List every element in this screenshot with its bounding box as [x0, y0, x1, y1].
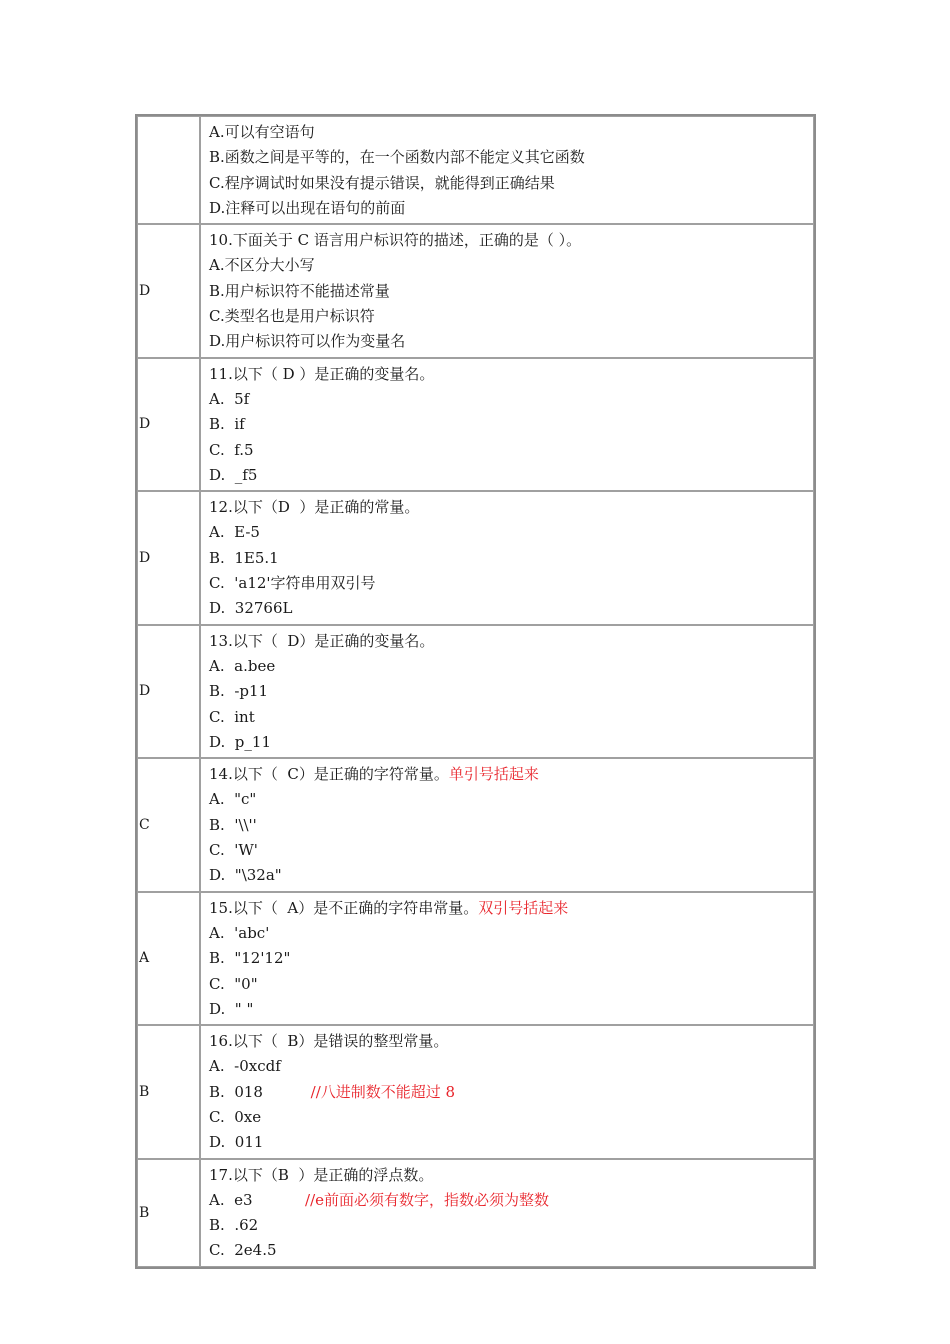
option-line: [209, 813, 813, 838]
option-line: [209, 946, 813, 971]
question-text: [209, 896, 813, 921]
line-text: 16.以下（ B）是错误的整型常量。: [209, 1032, 449, 1051]
question-text: [209, 629, 813, 654]
option-line: [209, 1105, 813, 1130]
option-line: [209, 387, 813, 412]
line-text: 15.以下（ A）是不正确的字符串常量。: [209, 898, 479, 917]
answer-cell: [137, 116, 200, 224]
line-text: 13.以下（ D）是正确的变量名。: [209, 631, 435, 650]
answer-cell: D: [137, 224, 200, 357]
line-text: D. " ": [209, 999, 254, 1018]
option-line: [209, 279, 813, 304]
question-row: [137, 491, 814, 624]
line-text: C. 2e4.5: [209, 1241, 277, 1260]
option-line: [209, 171, 813, 196]
line-text: C. "0": [209, 974, 258, 993]
question-cell: [200, 358, 814, 491]
question-cell: [200, 758, 814, 891]
line-text: B. -p11: [209, 682, 269, 701]
option-line: [209, 654, 813, 679]
line-text: A. e3: [209, 1190, 306, 1209]
question-row: [137, 224, 814, 357]
option-line: [209, 1054, 813, 1079]
line-text: C. 0xe: [209, 1107, 262, 1126]
option-line: [209, 679, 813, 704]
option-line: [209, 571, 813, 596]
option-line: [209, 520, 813, 545]
line-text: 10.下面关于 C 语言用户标识符的描述，正确的是（ ）。: [209, 231, 582, 250]
question-cell: [200, 116, 814, 224]
option-line: [209, 705, 813, 730]
answer-cell: B: [137, 1159, 200, 1267]
question-text: [209, 1163, 813, 1188]
line-text: B. if: [209, 415, 245, 434]
quiz-table-body: [137, 116, 814, 1267]
annotation-note: 双引号括起来: [478, 898, 569, 917]
option-line: [209, 863, 813, 888]
question-text: [209, 762, 813, 787]
option-line: [209, 438, 813, 463]
line-text: D. _f5: [209, 465, 258, 484]
line-text: C. 'W': [209, 841, 258, 860]
question-row: [137, 116, 814, 224]
annotation-note: //e前面必须有数字，指数必须为整数: [305, 1190, 550, 1209]
question-text: [209, 362, 813, 387]
option-line: [209, 304, 813, 329]
line-text: A. a.bee: [209, 656, 276, 675]
line-text: C. f.5: [209, 440, 254, 459]
option-line: [209, 329, 813, 354]
option-line: [209, 1213, 813, 1238]
annotation-note: //八进制数不能超过 8: [310, 1082, 456, 1101]
answer-cell: B: [137, 1025, 200, 1158]
question-row: [137, 625, 814, 758]
question-cell: [200, 491, 814, 624]
question-text: [209, 1029, 813, 1054]
question-cell: [200, 892, 814, 1025]
option-line: [209, 1080, 813, 1105]
line-text: A.不区分大小写: [209, 256, 315, 275]
line-text: C.类型名也是用户标识符: [209, 307, 375, 326]
option-line: [209, 1130, 813, 1155]
line-text: D. p_11: [209, 732, 271, 751]
line-text: A. -0xcdf: [209, 1057, 281, 1076]
line-text: 14.以下（ C）是正确的字符常量。: [209, 765, 449, 784]
line-text: C.程序调试时如果没有提示错误，就能得到正确结果: [209, 173, 555, 192]
option-line: [209, 596, 813, 621]
option-line: [209, 997, 813, 1022]
option-line: [209, 1188, 813, 1213]
line-text: 17.以下（B ）是正确的浮点数。: [209, 1165, 434, 1184]
question-cell: [200, 1025, 814, 1158]
line-text: A. 5f: [209, 389, 250, 408]
question-row: [137, 892, 814, 1025]
question-row: [137, 758, 814, 891]
option-line: [209, 145, 813, 170]
answer-cell: A: [137, 892, 200, 1025]
line-text: D. 011: [209, 1133, 264, 1152]
line-text: A.可以有空语句: [209, 123, 315, 141]
option-line: [209, 1238, 813, 1263]
line-text: 11.以下（ D ）是正确的变量名。: [209, 364, 435, 383]
option-line: [209, 921, 813, 946]
line-text: A. E-5: [209, 523, 260, 542]
line-text: C. 'a12'字符串用双引号: [209, 574, 376, 593]
line-text: A. "c": [209, 790, 257, 809]
question-text: [209, 228, 813, 253]
line-text: D. "\32a": [209, 866, 282, 885]
line-text: B. .62: [209, 1216, 259, 1235]
answer-cell: D: [137, 491, 200, 624]
annotation-note: 单引号括起来: [448, 765, 539, 784]
option-line: [209, 730, 813, 755]
question-cell: [200, 224, 814, 357]
line-text: B.用户标识符不能描述常量: [209, 281, 390, 300]
question-cell: [200, 625, 814, 758]
option-line: [209, 463, 813, 488]
option-line: [209, 838, 813, 863]
line-text: C. int: [209, 707, 255, 726]
quiz-table: [135, 114, 816, 1269]
option-line: [209, 972, 813, 997]
option-line: [209, 412, 813, 437]
option-line: [209, 253, 813, 278]
option-line: [209, 787, 813, 812]
question-text: [209, 495, 813, 520]
line-text: B. 1E5.1: [209, 548, 279, 567]
line-text: D.注释可以出现在语句的前面: [209, 198, 406, 217]
line-text: B. '\\'': [209, 815, 257, 834]
question-cell: [200, 1159, 814, 1267]
answer-cell: D: [137, 625, 200, 758]
line-text: D.用户标识符可以作为变量名: [209, 332, 406, 351]
line-text: 12.以下（D ）是正确的常量。: [209, 498, 420, 517]
option-line: [209, 120, 813, 145]
line-text: B. "12'12": [209, 949, 291, 968]
line-text: D. 32766L: [209, 599, 293, 618]
question-row: [137, 1025, 814, 1158]
question-row: [137, 358, 814, 491]
option-line: [209, 546, 813, 571]
line-text: A. 'abc': [209, 923, 270, 942]
option-line: [209, 196, 813, 221]
question-row: [137, 1159, 814, 1267]
answer-cell: C: [137, 758, 200, 891]
answer-cell: D: [137, 358, 200, 491]
line-text: B.函数之间是平等的，在一个函数内部不能定义其它函数: [209, 148, 585, 167]
line-text: B. 018: [209, 1082, 311, 1101]
